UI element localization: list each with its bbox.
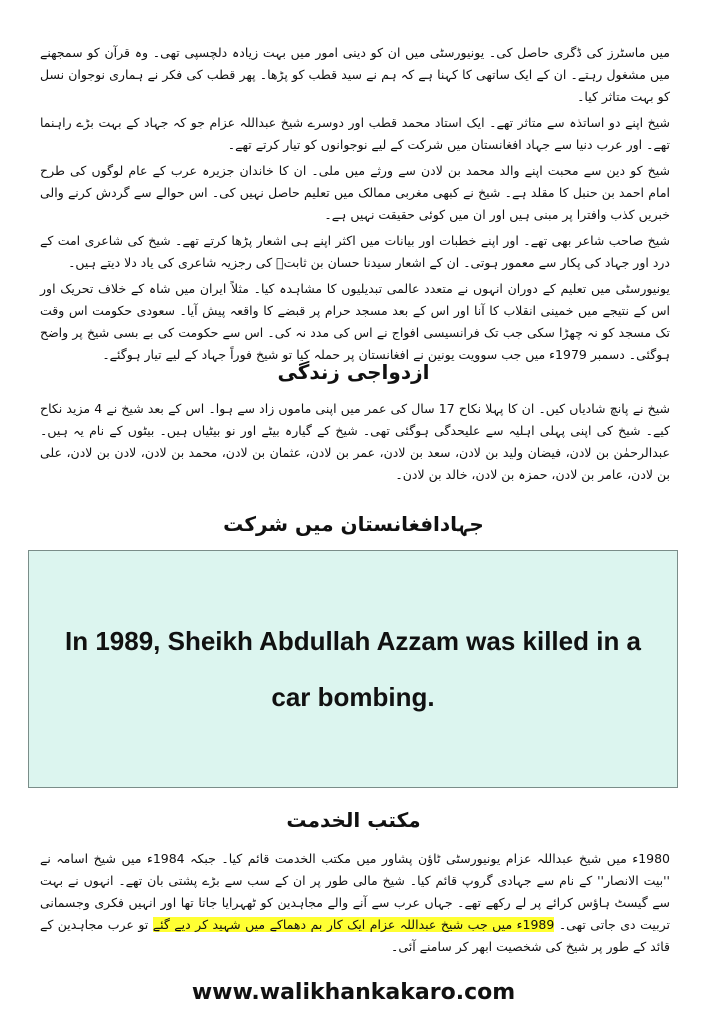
callout-box	[28, 550, 678, 788]
heading-afghan-jihad: جہادافغانستان میں شرکت	[223, 512, 484, 536]
paragraph-text: 1980ء میں شیخ عبداللہ عزام یونیورسٹی ٹاؤن پشاور میں مکتب الخدمت قائم کیا۔ جبکہ 1984ء میں شیخ اسامہ نے ''بیت الانصار'' کے نام سے جہادی گروپ قائم کیا۔ شیخ مالی طور پر ان کے سب سے بڑے پشتی بان تھے۔ انہوں نے بہت سے گیسٹ ہاؤس کرائے پر لے رکھے تھے۔ جہاں عرب سے آنے والے مجاہدین کو ٹھہرایا جاتا تھا اور انہیں فکری وجسمانی تربیت دی جاتی تھی۔	[40, 851, 670, 932]
heading-marriage: ازدواجی زندگی	[277, 360, 430, 384]
paragraph: شیخ اپنے دو اساتذہ سے متاثر تھے۔ ایک استاد محمد قطب اور دوسرے شیخ عبداللہ عزام جو کہ جہاد کے بہت بڑے راہنما تھے۔ اور عرب دنیا سے جہاد افغانستان میں شرکت کے لیے نوجوانوں کو تیار کرتے تھے۔	[40, 115, 670, 152]
paragraph: شیخ صاحب شاعر بھی تھے۔ اور اپنے خطبات اور بیانات میں اکثر اپنے ہی اشعار پڑھا کرتے تھے۔ شیخ کی شاعری امت کے درد اور جہاد کی پکار سے معمور ہوتی۔ ان کے اشعار سیدنا حسان بن ثابتؓ کی رجزیہ شاعری کی یاد دلا دیتے ہیں۔	[40, 233, 670, 270]
paragraph: شیخ کو دین سے محبت اپنے والد محمد بن لادن سے ورثے میں ملی۔ ان کا خاندان جزیرہ عرب کے عام لوگوں کی طرح امام احمد بن حنبل کا مقلد ہے۔ شیخ نے کبھی مغربی ممالک میں تعلیم حاصل نہیں کی۔ اس حوالے سے گردش کرنے والی خبریں کذب وافترا پر مبنی ہیں اور ان میں کوئی حقیقت نہیں ہے۔	[40, 163, 670, 222]
section-1	[40, 42, 670, 366]
paragraph: شیخ نے پانچ شادیاں کیں۔ ان کا پہلا نکاح 17 سال کی عمر میں اپنی ماموں زاد سے ہوا۔ اس کے بعد شیخ نے 4 مزید نکاح کیے۔ شیخ کی اپنی پہلی اہلیہ سے علیحدگی ہوگئی تھی۔ شیخ کے گیارہ بیٹے اور نو بیٹیاں ہیں۔ بیٹوں کے نام یہ ہیں۔ عبدالرحمٰن بن لادن، فیضان ولید بن لادن، سعد بن لادن، عمر بن لادن، عثمان بن لادن، محمد بن لادن، لادن بن لادن، علی بن لادن، عامر بن لادن، حمزہ بن لادن، خالد بن لادن۔	[40, 401, 670, 482]
section-4	[40, 848, 670, 958]
paragraph-text: تو عرب مجاہدین کے قائد کے طور پر شیخ کی شخصیت ابھر کر سامنے آئی۔	[40, 917, 670, 954]
paragraph: یونیورسٹی میں تعلیم کے دوران انہوں نے متعدد عالمی تبدیلیوں کا مشاہدہ کیا۔ مثلاً ایران میں شاہ کے خلاف تحریک اور اس کے نتیجے میں خمینی انقلاب کا آنا اور اس کے بعد مسجد حرام پر قبضے کا واقعہ پیش آیا۔ سعودی حکومت اس وقت تک مسجد کو نہ چھڑا سکی جب تک فرانسیسی افواج نے اس کی مدد نہ کی۔ اس سے حکومت کی بے بسی شیخ پر واضح ہوگئی۔ دسمبر 1979ء میں جب سوویت یونین نے افغانستان پر حملہ کیا تو شیخ فوراً جہاد کے لیے تیار ہوگئے۔	[40, 281, 670, 362]
callout-text: In 1989, Sheikh Abdullah Azzam was killed in a car bombing.	[64, 626, 642, 712]
section-2	[40, 398, 670, 486]
footer-website: www.walikhankakaro.com	[191, 980, 516, 1005]
paragraph	[40, 848, 670, 958]
paragraph: میں ماسٹرز کی ڈگری حاصل کی۔ یونیورسٹی میں ان کو دینی امور میں بہت زیادہ دلچسپی تھی۔ وہ قرآن کو سمجھنے میں مشغول رہتے۔ ان کے ایک ساتھی کا کہنا ہے کہ ہم نے سید قطب کو پڑھا۔ پھر قطب کی فکر نے ہماری نوجوان نسل کو بہت متاثر کیا۔	[40, 45, 670, 104]
heading-maktab: مکتب الخدمت	[286, 808, 421, 832]
highlighted-text: 1989ء میں جب شیخ عبداللہ عزام ایک کار بم دھماکے میں شہید کر دیے گئے	[152, 917, 555, 932]
